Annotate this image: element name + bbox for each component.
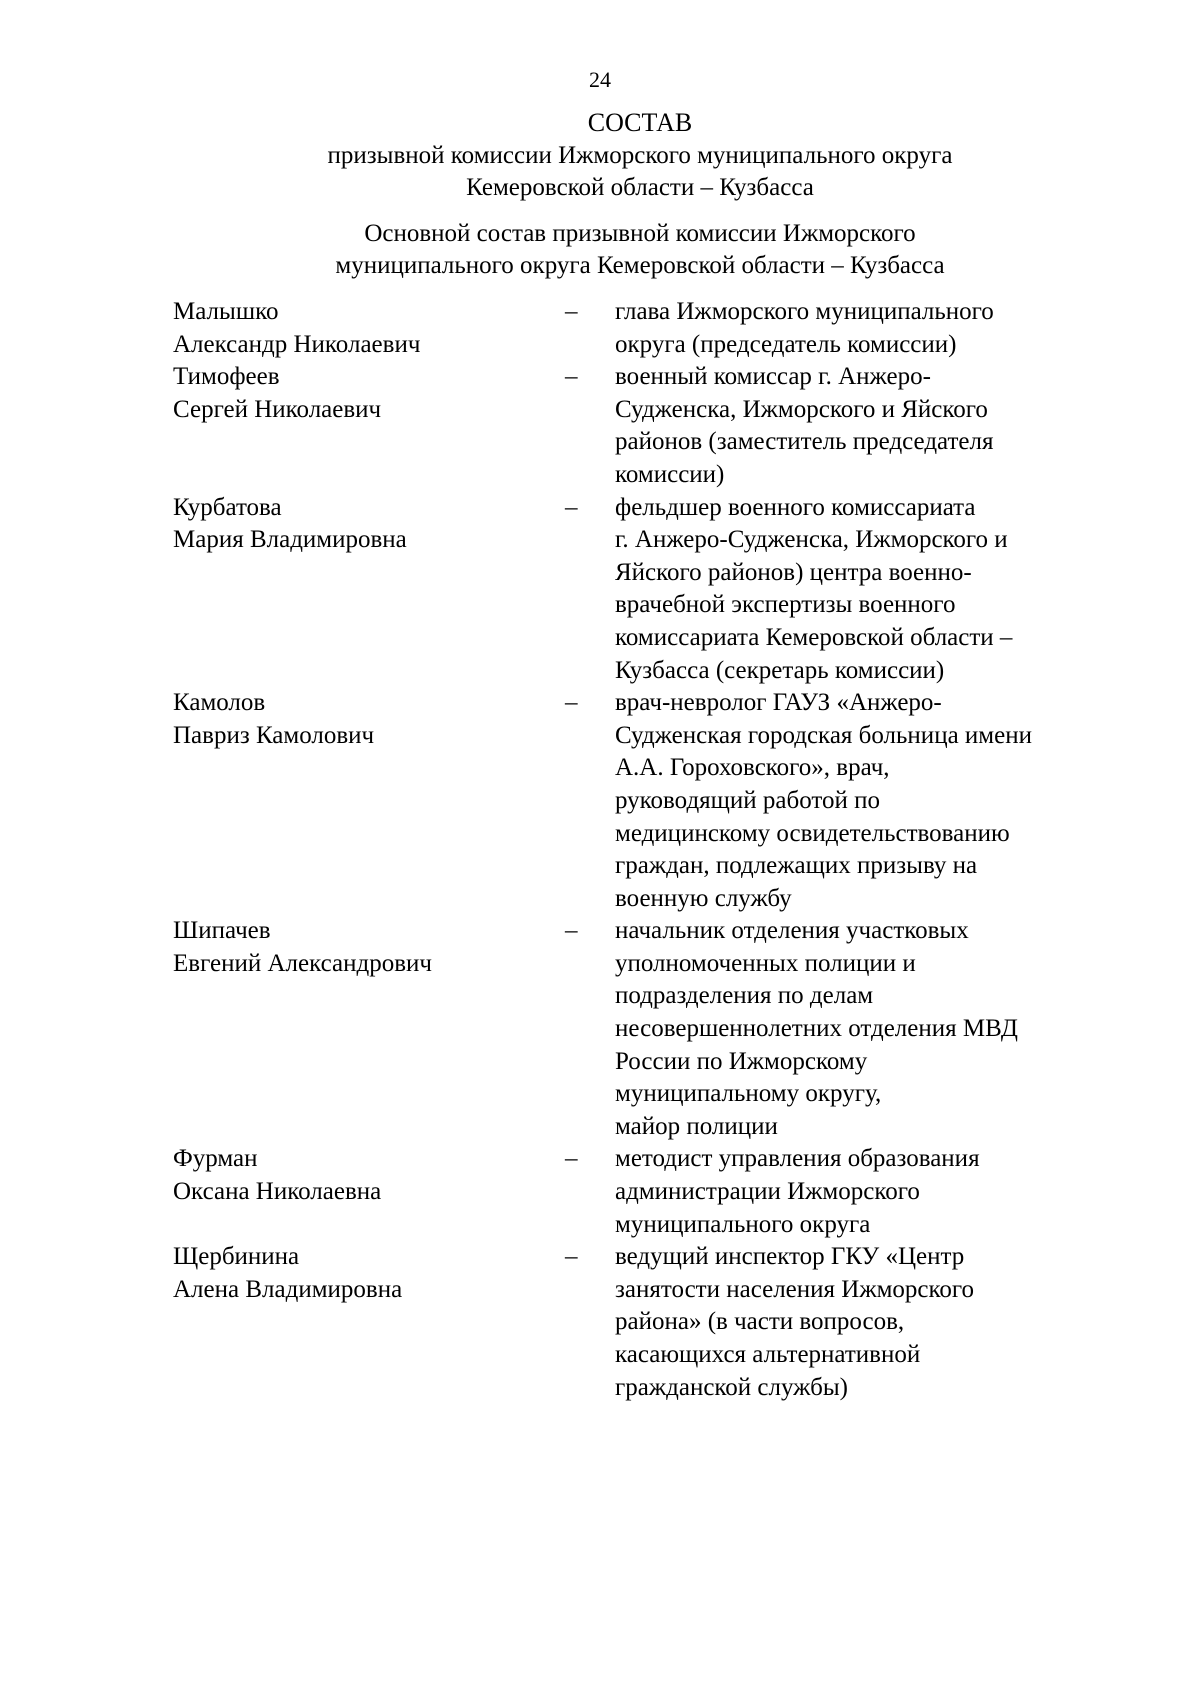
member-surname: Тимофеев	[173, 363, 280, 391]
title-line-1: СОСТАВ	[587, 108, 693, 137]
member-given-names: Александр Николаевич	[173, 330, 421, 358]
members-list	[173, 296, 1113, 1404]
member-surname: Камолов	[173, 689, 266, 717]
member-surname: Шипачев	[173, 917, 271, 945]
member-dash: –	[565, 298, 578, 325]
member-surname: Курбатова	[173, 493, 282, 521]
member-role: врач-невролог ГАУЗ «Анжеро- Судженская городская больница имени А.А. Гороховского», врач, руководящий работой по медицинскому освидетельствованию граждан, подлежащих призыву на военную службу	[615, 689, 1032, 912]
page-number: 24	[589, 67, 611, 92]
member-row	[173, 915, 1113, 1143]
member-row	[173, 492, 1113, 688]
member-given-names: Оксана Николаевна	[173, 1178, 382, 1206]
member-role: военный комиссар г. Анжеро- Судженска, Ижморского и Яйского районов (заместитель председателя комиссии)	[615, 363, 994, 488]
member-name	[173, 361, 565, 426]
member-row	[173, 1143, 1113, 1241]
member-given-names: Сергей Николаевич	[173, 395, 382, 423]
member-role: методист управления образования администрации Ижморского муниципального округа	[615, 1145, 980, 1238]
member-surname: Малышко	[173, 298, 279, 325]
member-role: ведущий инспектор ГКУ «Центр занятости населения Ижморского района» (в части вопросов, касающихся альтернативной гражданской службы)	[615, 1243, 975, 1401]
member-given-names: Алена Владимировна	[173, 1275, 403, 1303]
subtitle-line-1: Основной состав призывной комиссии Ижморского	[364, 220, 916, 247]
section-subtitle	[200, 218, 1080, 282]
member-name	[173, 492, 565, 557]
member-row	[173, 296, 1113, 361]
member-dash: –	[565, 917, 578, 945]
member-dash: –	[565, 689, 578, 717]
member-name	[173, 296, 565, 361]
member-name	[173, 687, 565, 752]
member-name	[173, 915, 565, 980]
title-line-3: Кемеровской области – Кузбасса	[466, 174, 814, 201]
member-row	[173, 361, 1113, 491]
member-dash: –	[565, 1145, 578, 1173]
member-row	[173, 1241, 1113, 1404]
member-surname: Щербинина	[173, 1243, 300, 1271]
member-name	[173, 1241, 565, 1306]
member-given-names: Евгений Александрович	[173, 949, 432, 977]
title-line-2: призывной комиссии Ижморского муниципального округа	[327, 142, 953, 169]
member-dash: –	[565, 493, 578, 521]
member-surname: Фурман	[173, 1145, 258, 1173]
document-title	[200, 106, 1080, 204]
member-name	[173, 1143, 565, 1208]
subtitle-line-2: муниципального округа Кемеровской области – Кузбасса	[335, 252, 945, 279]
member-role: глава Ижморского муниципального округа (председатель комиссии)	[615, 298, 994, 358]
member-dash: –	[565, 363, 578, 391]
member-dash: –	[565, 1243, 578, 1271]
member-role: начальник отделения участковых уполномоченных полиции и подразделения по делам несовершеннолетних отделения МВД России по Ижморскому муниципальному округу, майор полиции	[615, 917, 1018, 1140]
member-given-names: Павриз Камолович	[173, 721, 375, 749]
member-given-names: Мария Владимировна	[173, 526, 407, 554]
member-row	[173, 687, 1113, 915]
member-role: фельдшер военного комиссариата г. Анжеро-Судженска, Ижморского и Яйского районов) центра военно- врачебной экспертизы военного комиссариата Кемеровской области – Кузбасса (секретарь комиссии)	[615, 493, 1013, 684]
